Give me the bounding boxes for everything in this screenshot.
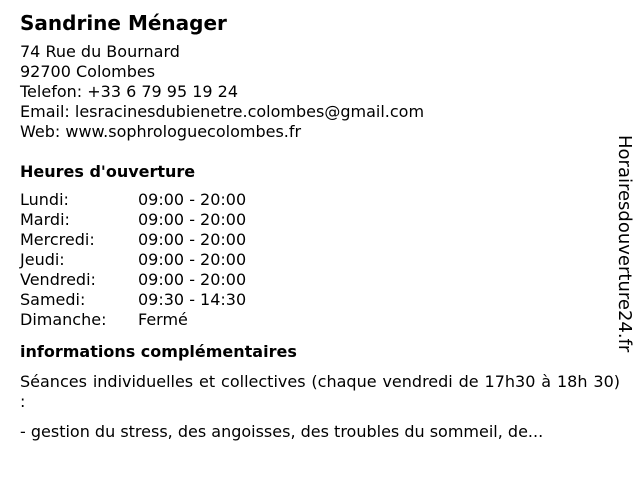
hours-row bbox=[20, 250, 600, 270]
info-text-excerpt: - gestion du stress, des angoisses, des troubles du sommeil, de... bbox=[20, 422, 544, 441]
hours-table bbox=[20, 190, 600, 330]
email-line: Email: lesracinesdubienetre.colombes@gmail.com bbox=[20, 102, 425, 121]
hours-row bbox=[20, 230, 600, 250]
hours-row bbox=[20, 310, 600, 330]
day-label: Mardi: bbox=[20, 210, 70, 229]
hours-row bbox=[20, 210, 600, 230]
day-time: 09:00 - 20:00 bbox=[138, 270, 247, 289]
contact-block bbox=[20, 42, 600, 142]
day-label: Dimanche: bbox=[20, 310, 107, 329]
hours-title: Heures d'ouverture bbox=[20, 162, 196, 181]
day-time: 09:00 - 20:00 bbox=[138, 230, 247, 249]
hours-row bbox=[20, 290, 600, 310]
business-name: Sandrine Ménager bbox=[20, 11, 227, 35]
hours-row bbox=[20, 190, 600, 210]
day-label: Lundi: bbox=[20, 190, 69, 209]
info-text: Séances individuelles et collectives (chaque vendredi de 17h30 à 18h 30) : bbox=[20, 372, 620, 411]
web-line: Web: www.sophrologuecolombes.fr bbox=[20, 122, 302, 141]
day-label: Jeudi: bbox=[20, 250, 65, 269]
info-title: informations complémentaires bbox=[20, 342, 297, 361]
business-card bbox=[20, 10, 620, 442]
day-time: 09:30 - 14:30 bbox=[138, 290, 247, 309]
street-address: 74 Rue du Bournard bbox=[20, 42, 180, 61]
hours-row bbox=[20, 270, 600, 290]
city-postal: 92700 Colombes bbox=[20, 62, 156, 81]
day-time: 09:00 - 20:00 bbox=[138, 190, 247, 209]
day-label: Samedi: bbox=[20, 290, 86, 309]
phone-line: Telefon: +33 6 79 95 19 24 bbox=[20, 82, 239, 101]
day-label: Mercredi: bbox=[20, 230, 95, 249]
site-watermark: Horairesdouverture24.fr bbox=[614, 135, 635, 353]
day-time: Fermé bbox=[138, 310, 188, 329]
day-time: 09:00 - 20:00 bbox=[138, 250, 247, 269]
day-label: Vendredi: bbox=[20, 270, 96, 289]
day-time: 09:00 - 20:00 bbox=[138, 210, 247, 229]
